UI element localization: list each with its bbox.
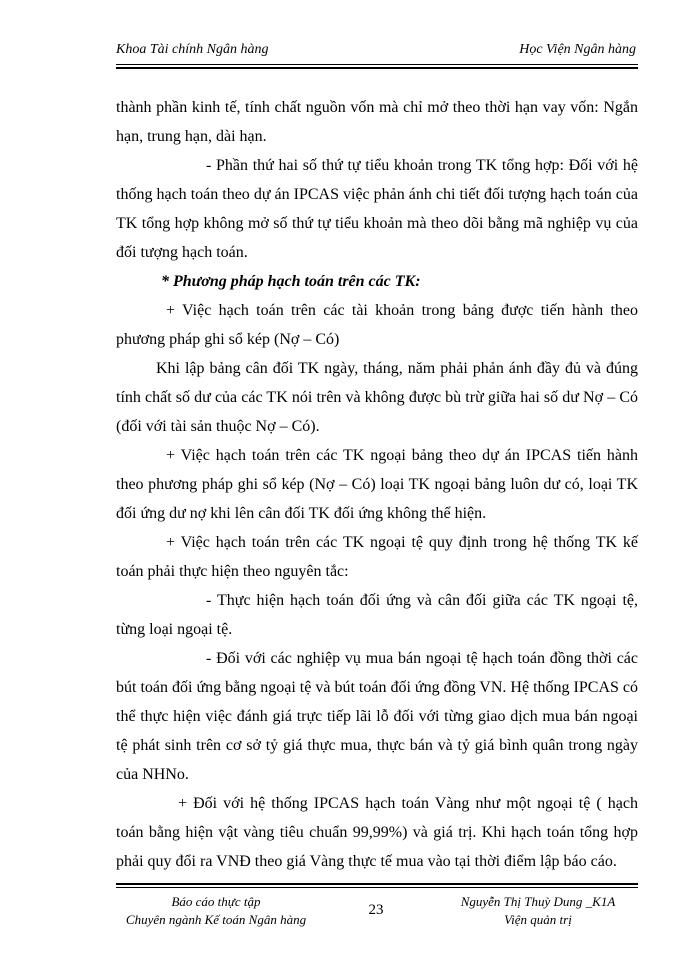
footer-major: Chuyên ngành Kế toán Ngân hàng [125,912,307,927]
paragraph-1: thành phần kinh tế, tính chất nguồn vốn mà chỉ mở theo thời hạn vay vốn: Ngắn hạn, trung hạn, dài hạn. [116,99,638,145]
paragraph-3: + Việc hạch toán trên các tài khoản trong bảng được tiến hành theo phương pháp ghi sổ kép (Nợ – Có) [116,302,638,348]
section-heading: * Phương pháp hạch toán trên các TK: [161,273,421,290]
document-body [116,93,638,876]
footer-rule-thick [116,883,638,885]
header-rule-thick [116,67,638,69]
paragraph-8: - Đối với các nghiệp vụ mua bán ngoại tệ hạch toán đồng thời các bút toán đối ứng bằng ngoại tệ và bút toán đối ứng đồng VN. Hệ thống IPCAS có thể thực hiện việc đánh giá trực tiếp lãi lỗ đối với từng giao dịch mua bán ngoại tệ phát sinh trên cơ sở tỷ giá thực mua, thực bán và tỷ giá bình quân trong ngày của NHNo. [116,650,638,783]
paragraph-9: + Đối với hệ thống IPCAS hạch toán Vàng như một ngoại tệ ( hạch toán bằng hiện vật vàng tiêu chuẩn 99,99%) và giá trị. Khi hạch toán tổng hợp phải quy đổi ra VNĐ theo giá Vàng thực tế mua vào tại thời điểm lập báo cáo. [116,795,638,870]
header-right-text: Học Viện Ngân hàng [519,42,636,57]
paragraph-5: + Việc hạch toán trên các TK ngoại bảng theo dự án IPCAS tiến hành theo phương pháp ghi sổ kép (Nợ – Có) loại TK ngoại bảng luôn dư có, loại TK đối ứng dư nợ khi lên cân đối TK đối ứng không thể hiện. [116,447,638,522]
page-header [116,42,636,64]
footer-left [116,893,316,929]
page-number: 23 [368,902,384,918]
header-rule-thin [116,64,638,65]
footer-rule-thin [116,887,638,888]
footer-report-title: Báo cáo thực tập [171,894,261,909]
page-footer [116,893,638,933]
footer-author: Nguyễn Thị Thuỳ Dung _K1A [460,894,616,909]
header-left-text: Khoa Tài chính Ngân hàng [116,42,269,57]
paragraph-7: - Thực hiện hạch toán đối ứng và cân đối giữa các TK ngoại tệ, từng loại ngoại tệ. [116,592,638,638]
paragraph-2: - Phần thứ hai số thứ tự tiểu khoản trong TK tổng hợp: Đối với hệ thống hạch toán theo dự án IPCAS việc phản ánh chi tiết đối tượng hạch toán của TK tổng hợp không mở số thứ tự tiểu khoản mà theo dõi bằng mã nghiệp vụ của đối tượng hạch toán. [116,157,638,261]
paragraph-6: + Việc hạch toán trên các TK ngoại tệ quy định trong hệ thống TK kế toán phải thực hiện theo nguyên tắc: [116,534,638,580]
footer-institute: Viện quản trị [504,912,572,927]
paragraph-4: Khi lập bảng cân đối TK ngày, tháng, năm phải phản ánh đầy đủ và đúng tính chất số dư của các TK nói trên và không được bù trừ giữa hai số dư Nợ – Có (đối với tài sản thuộc Nợ – Có). [116,360,638,435]
footer-right [438,893,638,929]
